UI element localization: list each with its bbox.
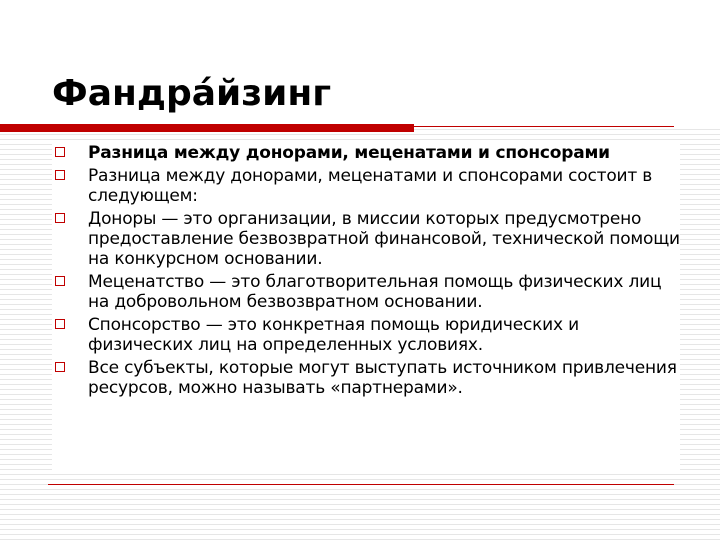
- hollow-square-bullet-icon: [55, 147, 65, 157]
- bullet-item-patronage: [52, 272, 680, 312]
- bullet-list: [52, 143, 680, 398]
- title-rule-thick: [0, 124, 414, 132]
- bullet-text: Спонсорство — это конкретная помощь юридических и физических лиц на определенных условиях.: [88, 315, 579, 355]
- hollow-square-bullet-icon: [55, 170, 65, 180]
- bullet-text: Разница между донорами, меценатами и спонсорами состоит в следующем:: [88, 166, 653, 206]
- title-area: [0, 0, 720, 125]
- footer-rule: [48, 484, 674, 485]
- hollow-square-bullet-icon: [55, 362, 65, 372]
- bullet-item-heading: [52, 143, 680, 163]
- title-rule-thin: [414, 126, 674, 127]
- hollow-square-bullet-icon: [55, 213, 65, 223]
- content-area: [52, 143, 680, 471]
- bullet-item-intro: [52, 166, 680, 206]
- bullet-item-donors: [52, 209, 680, 269]
- hollow-square-bullet-icon: [55, 276, 65, 286]
- slide-title: Фандра́йзинг: [52, 73, 332, 114]
- bullet-text: Разница между донорами, меценатами и спонсорами: [88, 143, 610, 163]
- bullet-text: Меценатство — это благотворительная помощь физических лиц на добровольном безвозвратном основании.: [88, 272, 662, 312]
- bullet-item-partners: [52, 358, 680, 398]
- bullet-text: Доноры — это организации, в миссии которых предусмотрено предоставление безвозвратной финансовой, технической помощи на конкурсном основании.: [88, 209, 680, 269]
- hollow-square-bullet-icon: [55, 319, 65, 329]
- bullet-text: Все субъекты, которые могут выступать источником привлечения ресурсов, можно называть «партнерами».: [88, 358, 677, 398]
- title-rule: [0, 124, 674, 133]
- bullet-item-sponsorship: [52, 315, 680, 355]
